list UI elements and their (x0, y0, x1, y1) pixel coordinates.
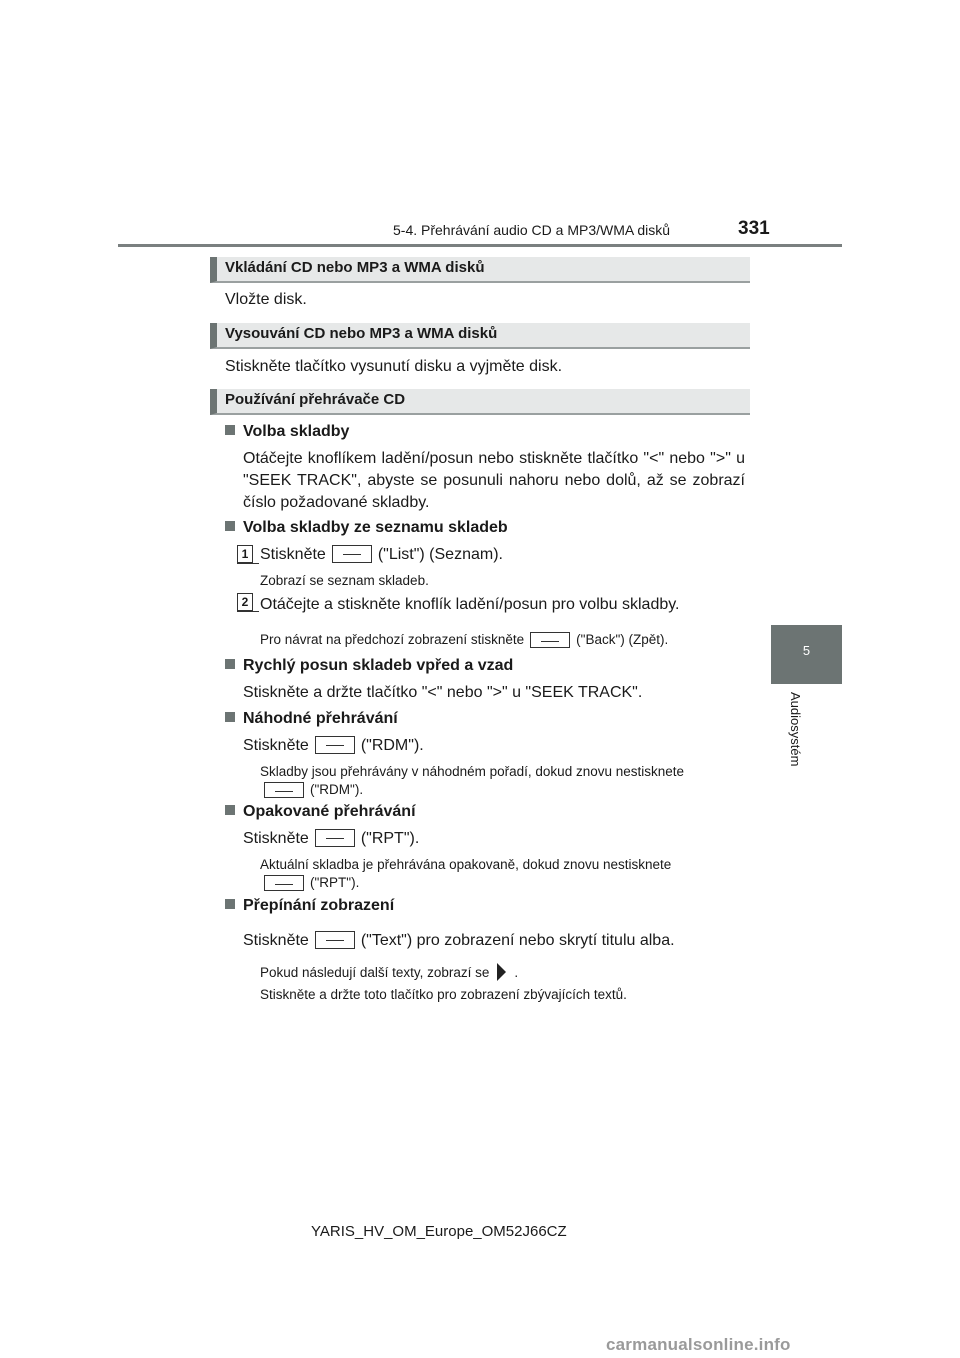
chapter-label: Audiosystém (788, 692, 803, 767)
section-header-player (210, 389, 750, 415)
list-button-icon (332, 545, 372, 563)
header-divider (118, 244, 842, 247)
track-select-text: Otáčejte knoflíkem ladění/posun nebo stiskněte tlačítko "<" nebo ">" u "SEEK TRACK", abyste se posunuli nahoru nebo dolů, až se zobrazí číslo požadované skladby. (243, 450, 745, 511)
bullet-square-icon (225, 899, 235, 909)
random-heading: Náhodné přehrávání (225, 710, 398, 728)
repeat-note: Aktuální skladba je přehrávána opakovaně, dokud znovu nestisknete (260, 857, 672, 872)
bullet-square-icon (225, 659, 235, 669)
section-header-eject (210, 323, 750, 349)
section-title: Používání přehrávače CD (225, 391, 406, 408)
chapter-number: 5 (802, 643, 811, 658)
display-note-1: Pokud následují další texty, zobrazí se . (260, 965, 519, 980)
page-number: 331 (738, 218, 770, 239)
rpt-button-icon (315, 829, 355, 847)
step2-note: Pro návrat na předchozí zobrazení stiskněte ("Back") (Zpět). (260, 632, 669, 647)
bullet-square-icon (225, 521, 235, 531)
fast-text: Stiskněte a držte tlačítko "<" nebo ">" u "SEEK TRACK". (243, 684, 643, 701)
repeat-text: Stiskněte ("RPT"). (243, 830, 420, 847)
watermark: carmanualsonline.info (606, 1335, 791, 1354)
fast-heading: Rychlý posun skladeb vpřed a vzad (225, 657, 513, 675)
step-number-1: 1 (237, 545, 253, 563)
repeat-note-cont: ("RPT"). (260, 873, 359, 892)
insert-text: Vložte disk. (225, 291, 307, 308)
step2-text: Otáčejte a stiskněte knoflík ladění/posun pro volbu skladby. (260, 596, 680, 613)
arrow-right-icon (497, 963, 506, 981)
section-header-insert (210, 257, 750, 283)
step1-text: Stiskněte ("List") (Seznam). (260, 546, 503, 563)
random-text: Stiskněte ("RDM"). (243, 737, 424, 754)
header-section-title: 5-4. Přehrávání audio CD a MP3/WMA disků (393, 222, 671, 238)
section-title: Vkládání CD nebo MP3 a WMA disků (225, 259, 485, 276)
eject-text: Stiskněte tlačítko vysunutí disku a vyjměte disk. (225, 358, 563, 375)
rdm-button-icon (264, 782, 304, 798)
display-note-2: Stiskněte a držte toto tlačítko pro zobrazení zbývajících textů. (260, 987, 627, 1002)
list-select-heading: Volba skladby ze seznamu skladeb (225, 519, 508, 537)
random-note-cont: ("RDM"). (260, 780, 363, 799)
bullet-square-icon (225, 425, 235, 435)
display-heading: Přepínání zobrazení (225, 897, 394, 915)
rdm-button-icon (315, 736, 355, 754)
random-note: Skladby jsou přehrávány v náhodném pořadí, dokud znovu nestisknete (260, 764, 685, 779)
section-title: Vysouvání CD nebo MP3 a WMA disků (225, 325, 498, 342)
document-footer: YARIS_HV_OM_Europe_OM52J66CZ (311, 1223, 567, 1240)
step-underline (237, 563, 259, 564)
repeat-heading: Opakované přehrávání (225, 803, 416, 821)
rpt-button-icon (264, 875, 304, 891)
text-button-icon (315, 931, 355, 949)
display-text: Stiskněte ("Text") pro zobrazení nebo skrytí titulu alba. (243, 932, 675, 949)
step1-note: Zobrazí se seznam skladeb. (260, 573, 429, 588)
track-select-heading: Volba skladby (225, 423, 349, 441)
bullet-square-icon (225, 712, 235, 722)
step-number-2: 2 (237, 593, 253, 611)
bullet-square-icon (225, 805, 235, 815)
step-underline (237, 611, 259, 612)
back-button-icon (530, 632, 570, 648)
